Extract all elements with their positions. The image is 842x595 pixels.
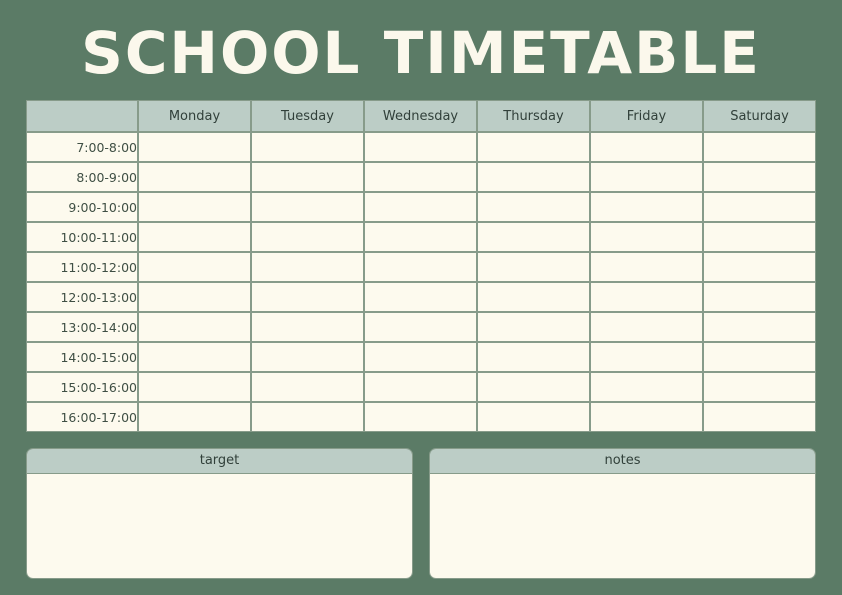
slot-cell[interactable] [590,252,703,282]
timetable-header-row [26,100,816,132]
day-header-saturday: Saturday [703,100,816,132]
slot-cell[interactable] [477,222,590,252]
day-header-thursday: Thursday [477,100,590,132]
table-row [26,282,816,312]
slot-cell[interactable] [251,342,364,372]
slot-cell[interactable] [138,282,251,312]
slot-cell[interactable] [364,222,477,252]
slot-cell[interactable] [703,342,816,372]
table-row [26,312,816,342]
day-header-wednesday: Wednesday [364,100,477,132]
slot-cell[interactable] [138,342,251,372]
table-row [26,252,816,282]
time-label: 13:00-14:00 [26,312,138,342]
table-row [26,222,816,252]
slot-cell[interactable] [703,402,816,432]
time-label: 12:00-13:00 [26,282,138,312]
time-label: 11:00-12:00 [26,252,138,282]
target-panel [26,448,413,579]
slot-cell[interactable] [364,372,477,402]
slot-cell[interactable] [477,192,590,222]
slot-cell[interactable] [590,162,703,192]
table-row [26,192,816,222]
notes-panel-body[interactable] [430,474,815,578]
slot-cell[interactable] [138,402,251,432]
slot-cell[interactable] [703,372,816,402]
slot-cell[interactable] [477,252,590,282]
time-label: 8:00-9:00 [26,162,138,192]
slot-cell[interactable] [590,132,703,162]
slot-cell[interactable] [703,192,816,222]
day-header-monday: Monday [138,100,251,132]
time-label: 10:00-11:00 [26,222,138,252]
slot-cell[interactable] [477,372,590,402]
slot-cell[interactable] [138,312,251,342]
slot-cell[interactable] [590,282,703,312]
notes-panel-title: notes [430,449,815,474]
slot-cell[interactable] [364,342,477,372]
slot-cell[interactable] [251,312,364,342]
slot-cell[interactable] [477,282,590,312]
slot-cell[interactable] [364,192,477,222]
page-title: SCHOOL TIMETABLE [81,19,761,87]
slot-cell[interactable] [251,372,364,402]
bottom-panels [26,448,816,579]
slot-cell[interactable] [590,312,703,342]
slot-cell[interactable] [251,162,364,192]
slot-cell[interactable] [590,222,703,252]
slot-cell[interactable] [477,312,590,342]
slot-cell[interactable] [477,132,590,162]
slot-cell[interactable] [590,372,703,402]
time-label: 7:00-8:00 [26,132,138,162]
slot-cell[interactable] [364,162,477,192]
slot-cell[interactable] [364,282,477,312]
time-label: 14:00-15:00 [26,342,138,372]
slot-cell[interactable] [251,132,364,162]
slot-cell[interactable] [251,282,364,312]
table-row [26,342,816,372]
slot-cell[interactable] [138,372,251,402]
time-label: 15:00-16:00 [26,372,138,402]
slot-cell[interactable] [364,252,477,282]
slot-cell[interactable] [251,222,364,252]
table-row [26,132,816,162]
timetable-corner-cell [26,100,138,132]
slot-cell[interactable] [703,282,816,312]
slot-cell[interactable] [590,402,703,432]
slot-cell[interactable] [590,192,703,222]
slot-cell[interactable] [590,342,703,372]
slot-cell[interactable] [703,222,816,252]
slot-cell[interactable] [138,252,251,282]
slot-cell[interactable] [364,402,477,432]
time-label: 9:00-10:00 [26,192,138,222]
notes-panel [429,448,816,579]
slot-cell[interactable] [251,192,364,222]
slot-cell[interactable] [477,402,590,432]
table-row [26,372,816,402]
slot-cell[interactable] [364,312,477,342]
slot-cell[interactable] [477,162,590,192]
timetable-grid [26,100,816,432]
target-panel-body[interactable] [27,474,412,578]
table-row [26,162,816,192]
table-row [26,402,816,432]
slot-cell[interactable] [251,252,364,282]
slot-cell[interactable] [138,162,251,192]
timetable-body [26,132,816,432]
slot-cell[interactable] [703,252,816,282]
slot-cell[interactable] [138,222,251,252]
slot-cell[interactable] [703,132,816,162]
slot-cell[interactable] [138,192,251,222]
day-header-friday: Friday [590,100,703,132]
day-header-tuesday: Tuesday [251,100,364,132]
slot-cell[interactable] [703,312,816,342]
target-panel-title: target [27,449,412,474]
slot-cell[interactable] [138,132,251,162]
slot-cell[interactable] [703,162,816,192]
slot-cell[interactable] [251,402,364,432]
time-label: 16:00-17:00 [26,402,138,432]
slot-cell[interactable] [364,132,477,162]
slot-cell[interactable] [477,342,590,372]
